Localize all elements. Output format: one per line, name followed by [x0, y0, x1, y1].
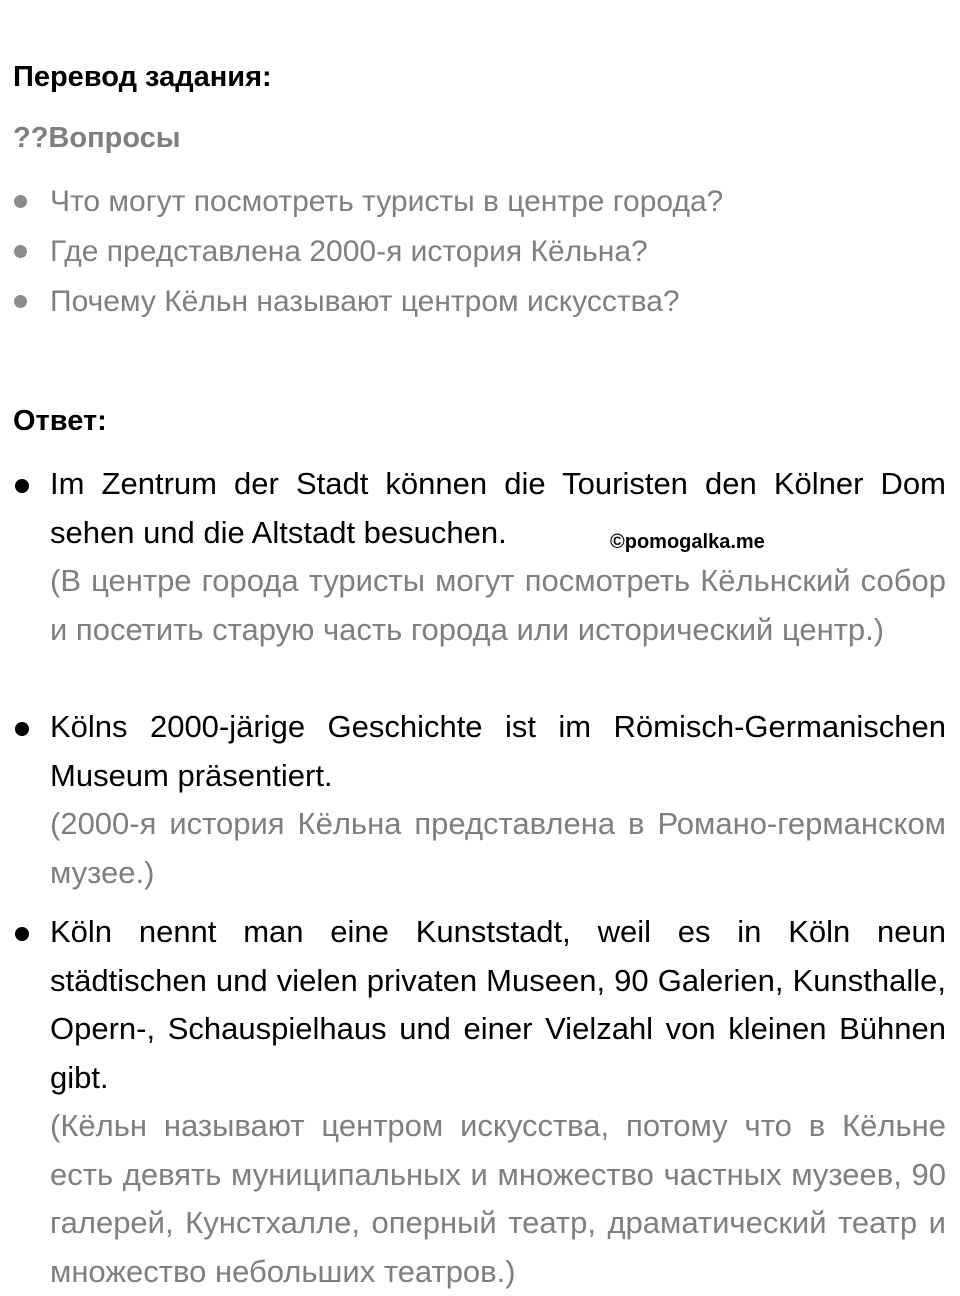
- questions-list: [0, 177, 960, 327]
- question-text: Что могут посмотреть туристы в центре города?: [50, 185, 724, 218]
- task-translation-heading: Перевод задания:: [13, 61, 272, 93]
- question-text: Почему Кёльн называют центром искусства?: [50, 285, 680, 318]
- bullet-icon: [14, 195, 27, 208]
- bullet-icon: [14, 245, 27, 258]
- answer-german-text: Im Zentrum der Stadt können die Touristen den Kölner Dom sehen und die Altstadt besuchen.: [50, 466, 946, 550]
- question-item: [0, 227, 960, 277]
- bullet-icon: [15, 927, 29, 941]
- answer-german-text: Köln nennt man eine Kunststadt, weil es in Köln neun städtischen und vielen privaten Museen, 90 Galerien, Kunsthalle, Opern-, Schauspielhaus und einer Vielzahl von kleinen Bühnen gibt.: [50, 914, 946, 1095]
- watermark-text: ©pomogalka.me: [610, 531, 765, 553]
- bullet-icon: [15, 479, 29, 493]
- question-text: Где представлена 2000-я история Кёльна?: [50, 235, 648, 268]
- question-item: [0, 277, 960, 327]
- questions-subheading: ??Вопросы: [13, 122, 181, 154]
- bullet-icon: [14, 295, 27, 308]
- answer-heading: Ответ:: [13, 405, 107, 437]
- answer-russian-translation: (2000-я история Кёльна представлена в Романо-германском музее.): [50, 806, 946, 890]
- bullet-icon: [15, 722, 29, 736]
- question-item: [0, 177, 960, 227]
- answer-german-text: Kölns 2000-järige Geschichte ist im Römisch-Germanischen Museum präsentiert.: [50, 709, 946, 793]
- answer-russian-translation: (Кёльн называют центром искусства, потому что в Кёльне есть девять муниципальных и множество частных музеев, 90 галерей, Кунстхалле, оперный театр, драматический театр и множество небольших театров.): [50, 1108, 946, 1289]
- answer-russian-translation: (В центре города туристы могут посмотреть Кёльнский собор и посетить старую часть города или исторический центр.): [50, 563, 946, 647]
